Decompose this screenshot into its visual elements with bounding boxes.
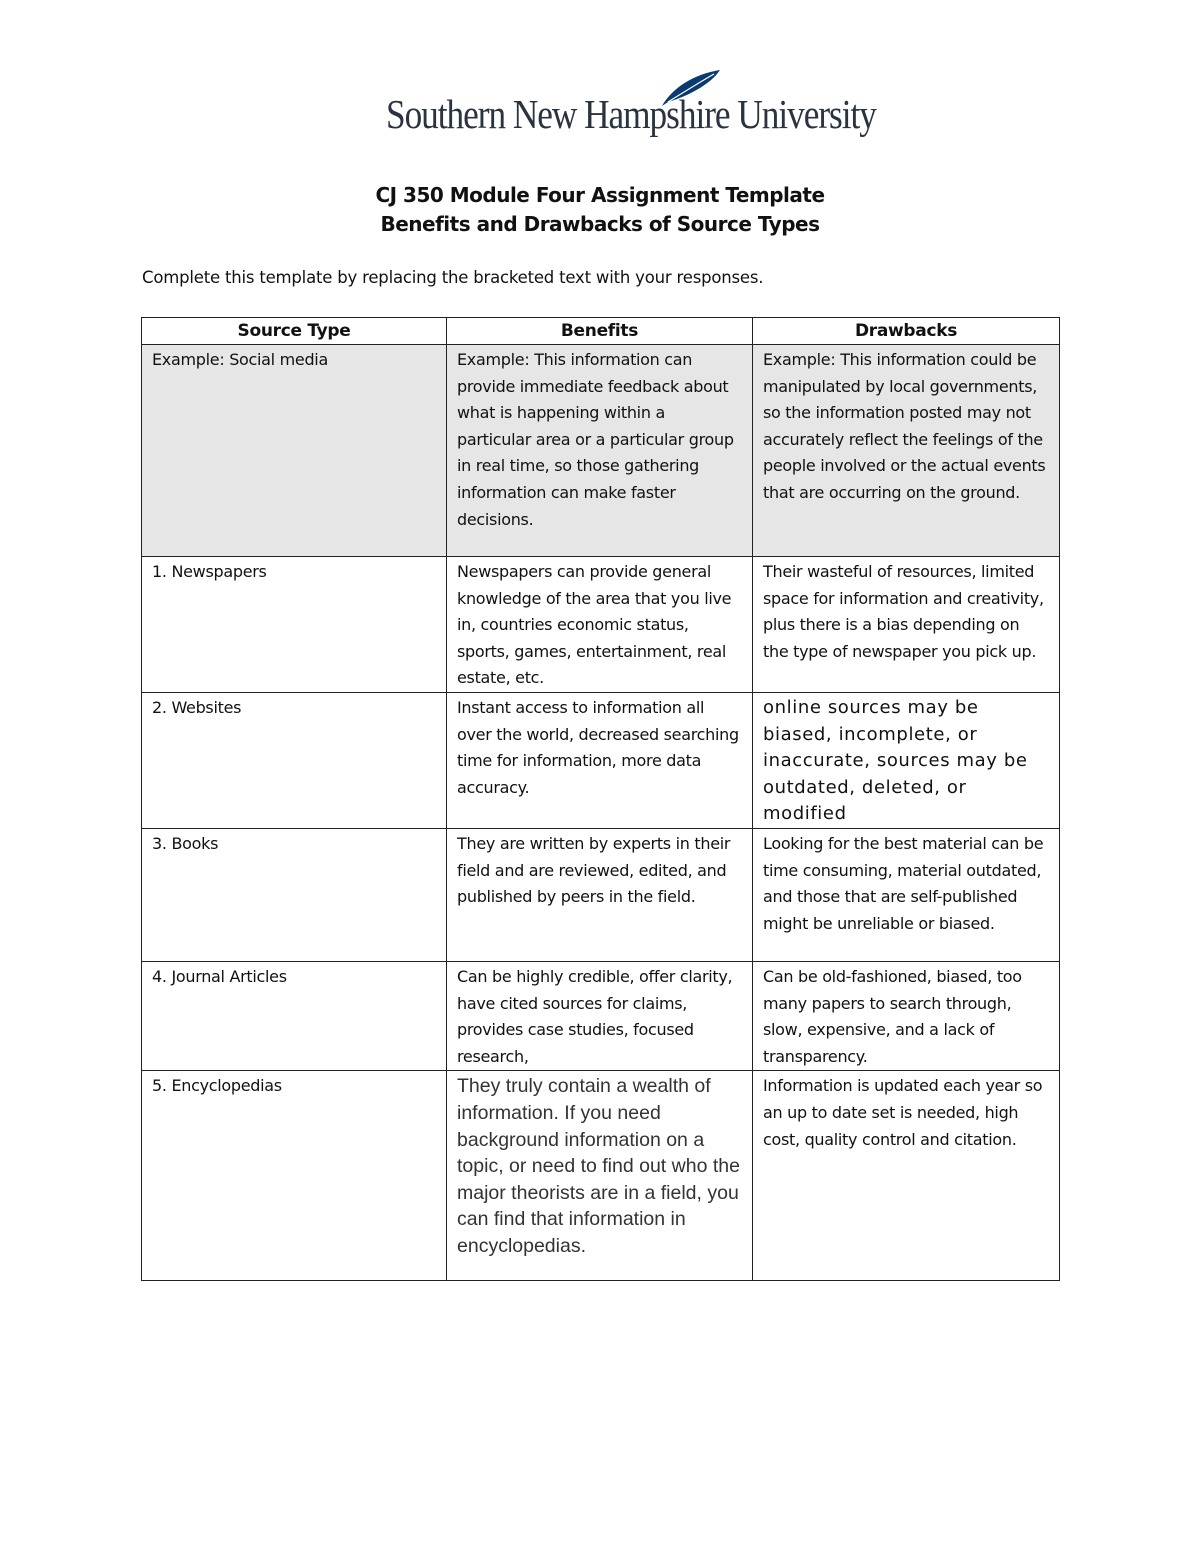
cell-source: 2. Websites <box>142 692 447 828</box>
page-subtitle: Benefits and Drawbacks of Source Types <box>380 212 820 236</box>
column-header-benefits: Benefits <box>447 318 753 345</box>
logo-wordmark: Southern New Hampshire University <box>386 91 876 137</box>
table-row-encyclopedias <box>142 1071 1060 1281</box>
cell-drawbacks: Example: This information could be manipulated by local governments, so the information posted may not accurately reflect the feelings of the people involved or the actual events that are occurring on the ground. <box>753 345 1060 557</box>
source-types-table <box>141 317 1060 1281</box>
table-row-journal-articles <box>142 961 1060 1070</box>
cell-drawbacks: online sources may be biased, incomplete, or inaccurate, sources may be outdated, deleted, or modified <box>753 692 1060 828</box>
university-logo <box>386 68 876 140</box>
table-row-books <box>142 828 1060 961</box>
cell-benefits: They truly contain a wealth of information. If you need background information on a topic, or need to find out who the major theorists are in a field, you can find that information in encyclopedias. <box>447 1071 753 1281</box>
cell-source: 4. Journal Articles <box>142 961 447 1070</box>
column-header-drawbacks: Drawbacks <box>753 318 1060 345</box>
cell-benefits: Newspapers can provide general knowledge of the area that you live in, countries economic status, sports, games, entertainment, real estate, etc. <box>447 557 753 693</box>
table-row-websites <box>142 692 1060 828</box>
column-header-source-type: Source Type <box>142 318 447 345</box>
cell-benefits: Instant access to information all over the world, decreased searching time for information, more data accuracy. <box>447 692 753 828</box>
cell-benefits: They are written by experts in their field and are reviewed, edited, and published by peers in the field. <box>447 828 753 961</box>
instructions-text: Complete this template by replacing the bracketed text with your responses. <box>142 268 764 287</box>
cell-benefits: Example: This information can provide immediate feedback about what is happening within a particular area or a particular group in real time, so those gathering information can make faster decisions. <box>447 345 753 557</box>
cell-source: 1. Newspapers <box>142 557 447 693</box>
cell-drawbacks: Their wasteful of resources, limited space for information and creativity, plus there is a bias depending on the type of newspaper you pick up. <box>753 557 1060 693</box>
cell-benefits: Can be highly credible, offer clarity, have cited sources for claims, provides case studies, focused research, <box>447 961 753 1070</box>
table-row-newspapers <box>142 557 1060 693</box>
table-row-example <box>142 345 1060 557</box>
leaf-icon <box>654 68 724 108</box>
cell-drawbacks: Looking for the best material can be time consuming, material outdated, and those that are self-published might be unreliable or biased. <box>753 828 1060 961</box>
table-header-row <box>142 318 1060 345</box>
cell-drawbacks: Can be old-fashioned, biased, too many papers to search through, slow, expensive, and a lack of transparency. <box>753 961 1060 1070</box>
cell-source: 3. Books <box>142 828 447 961</box>
cell-drawbacks: Information is updated each year so an up to date set is needed, high cost, quality control and citation. <box>753 1071 1060 1281</box>
cell-source: Example: Social media <box>142 345 447 557</box>
cell-source: 5. Encyclopedias <box>142 1071 447 1281</box>
page-title: CJ 350 Module Four Assignment Template <box>375 183 825 207</box>
